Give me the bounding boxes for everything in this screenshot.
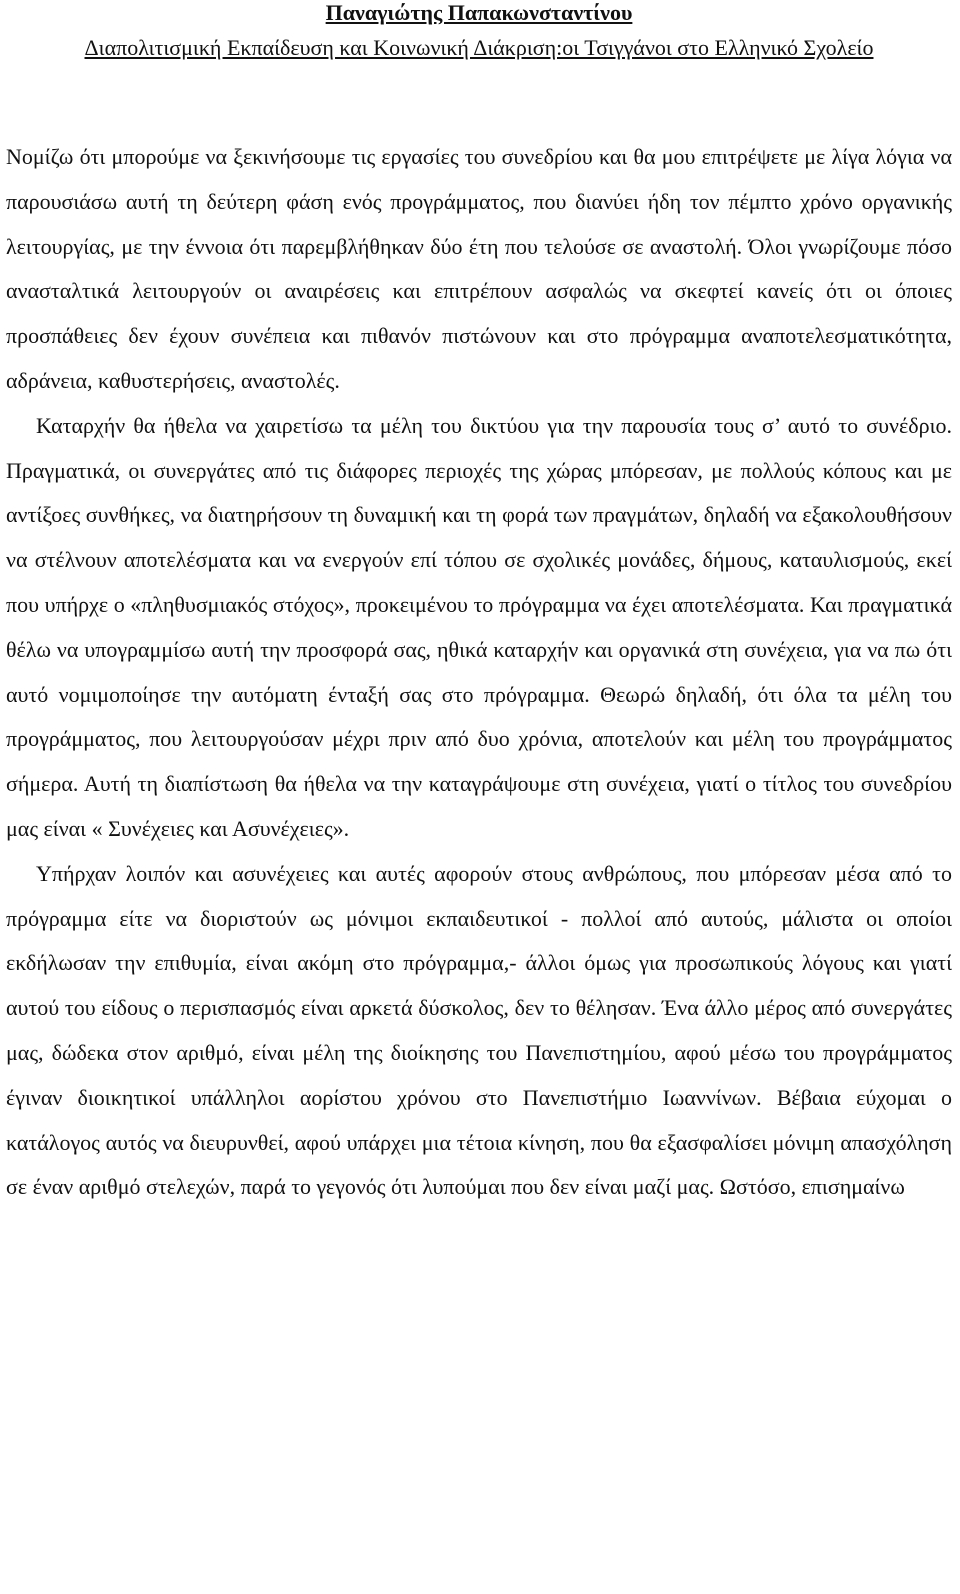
document-title: Διαπολιτισμική Εκπαίδευση και Κοινωνική Διάκριση:οι Τσιγγάνοι στο Ελληνικό Σχολείο <box>84 35 874 60</box>
author-name: Παναγιώτης Παπακωνσταντίνου <box>325 0 633 25</box>
body-paragraph-1: Νομίζω ότι μπορούμε να ξεκινήσουμε τις εργασίες του συνεδρίου και θα μου επιτρέψετε με λίγα λόγια να παρουσιάσω αυτή τη δεύτερη φάση ενός προγράμματος, που διανύει ήδη τον πέμπτο χρόνο οργανικής λειτουργίας, με την έννοια ότι παρεμβλήθηκαν δύο έτη που τελούσε σε αναστολή. Όλοι γνωρίζουμε πόσο ανασταλτικά λειτουργούν οι αναιρέσεις και επιτρέπουν ασφαλώς να σκεφτεί κανείς ότι οι όποιες προσπάθειες δεν έχουν συνέπεια και πιθανόν πιστώνουν και στο πρόγραμμα αναποτελεσματικότητα, αδράνεια, καθυστερήσεις, αναστολές. <box>6 144 952 393</box>
body-paragraph-2: Καταρχήν θα ήθελα να χαιρετίσω τα μέλη του δικτύου για την παρουσία τους σ’ αυτό το συνέδριο. Πραγματικά, οι συνεργάτες από τις διάφορες περιοχές της χώρας μπόρεσαν, με πολλούς κόπους και με αντίξοες συνθήκες, να διατηρήσουν τη δυναμική και τη φορά των πραγμάτων, δηλαδή να εξακολουθήσουν να στέλνουν αποτελέσματα και να ενεργούν επί τόπου σε σχολικές μονάδες, δήμους, καταυλισμούς, εκεί που υπήρχε ο «πληθυσμιακός στόχος», προκειμένου το πρόγραμμα να έχει αποτελέσματα. Και πραγματικά θέλω να υπογραμμίσω αυτή την προσφορά σας, ηθικά καταρχήν και οργανικά στη συνέχεια, για να πω ότι αυτό νομιμοποίησε την αυτόματη ένταξή σας στο πρόγραμμα. Θεωρώ δηλαδή, ότι όλα τα μέλη του προγράμματος, που λειτουργούσαν μέχρι πριν από δυο χρόνια, αποτελούν και μέλη του προγράμματος σήμερα. Αυτή τη διαπίστωση θα ήθελα να την καταγράψουμε στη συνέχεια, γιατί ο τίτλος του συνεδρίου μας είναι « Συνέχειες και Ασυνέχειες». <box>6 412 952 841</box>
title-spacer <box>6 71 952 135</box>
document-page <box>6 0 952 1210</box>
body-paragraph-3: Υπήρχαν λοιπόν και ασυνέχειες και αυτές αφορούν στους ανθρώπους, που μπόρεσαν μέσα από το πρόγραμμα είτε να διοριστούν ως μόνιμοι εκπαιδευτικοί - πολλοί από αυτούς, μάλιστα οι οποίοι εκδήλωσαν την επιθυμία, είναι ακόμη στο πρόγραμμα,- άλλοι όμως για προσωπικούς λόγους και γιατί αυτού του είδους ο περισπασμός είναι αρκετά δύσκολος, δεν το θέλησαν. Ένα άλλο μέρος από συνεργάτες μας, δώδεκα στον αριθμό, είναι μέλη της διοίκησης του Πανεπιστημίου, αφού μέσω του προγράμματος έγιναν διοικητικοί υπάλληλοι αορίστου χρόνου στο Πανεπιστήμιο Ιωαννίνων. Βέβαια εύχομαι ο κατάλογος αυτός να διευρυνθεί, αφού υπάρχει μια τέτοια κίνηση, που θα εξασφαλίσει μόνιμη απασχόληση σε έναν αριθμό στελεχών, παρά το γεγονός ότι λυπούμαι που δεν είναι μαζί μας. Ωστόσο, επισημαίνω <box>6 860 952 1200</box>
